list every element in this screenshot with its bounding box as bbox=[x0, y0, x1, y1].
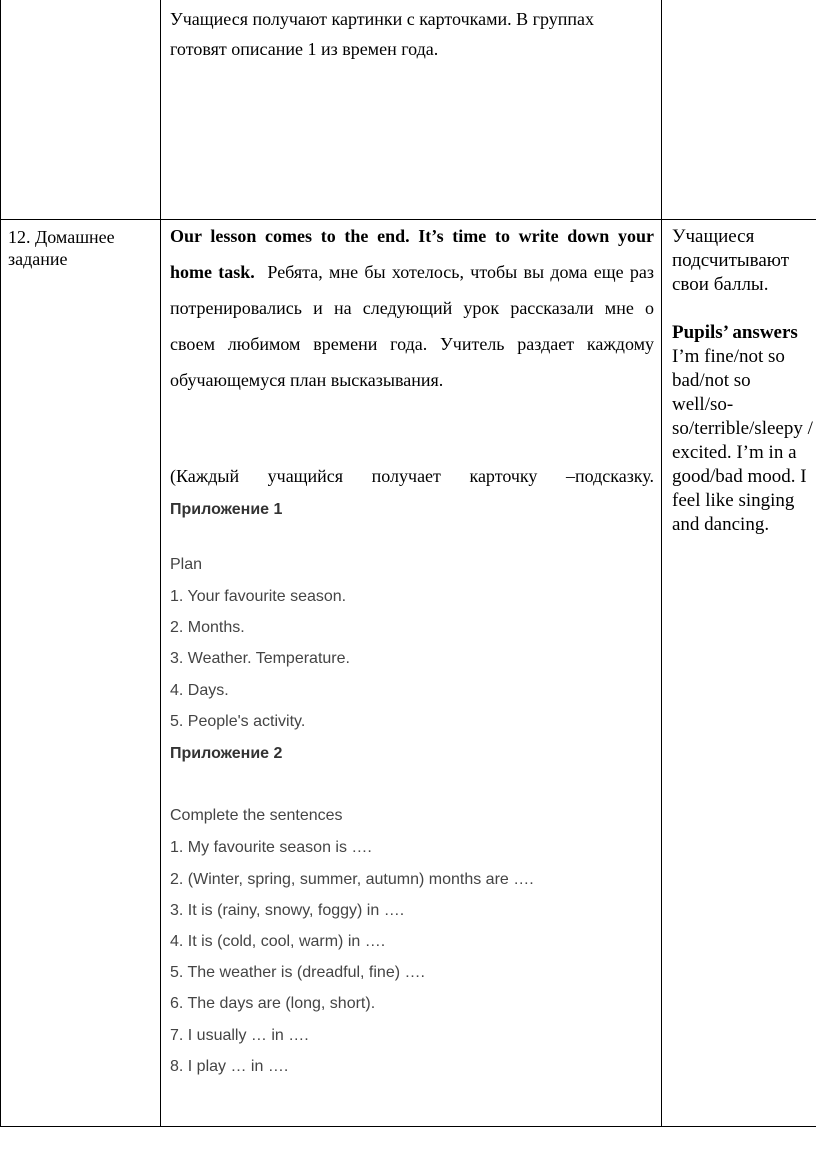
appendix2-heading: Complete the sentences bbox=[170, 807, 343, 824]
plan-item: 5. People's activity. bbox=[170, 713, 306, 730]
plan-item: 1. Your favourite season. bbox=[170, 588, 347, 605]
sentence-item: 7. I usually … in …. bbox=[170, 1027, 309, 1044]
sentence-item: 1. My favourite season is …. bbox=[170, 839, 372, 856]
sentence-item: 6. The days are (long, short). bbox=[170, 995, 376, 1012]
sentence-item: 5. The weather is (dreadful, fine) …. bbox=[170, 964, 425, 981]
appendix1-heading: Plan bbox=[170, 556, 203, 573]
card-note: (Каждый учащийся получает карточку –подсказку. bbox=[170, 466, 654, 486]
sentence-item: 3. It is (rainy, snowy, foggy) in …. bbox=[170, 902, 405, 919]
column-divider-1 bbox=[160, 0, 161, 1127]
top-row-activity-text: Учащиеся получают картинки с карточками. В группах готовят описание 1 из времен года. bbox=[170, 9, 595, 59]
plan-item: 3. Weather. Temperature. bbox=[170, 650, 350, 667]
appendix1-title: Приложение 1 bbox=[170, 501, 283, 518]
stage-label: 12. Домашнее задание bbox=[8, 227, 115, 269]
sentence-item: 8. I play … in …. bbox=[170, 1058, 289, 1075]
plan-item: 2. Months. bbox=[170, 619, 245, 636]
students-activity bbox=[672, 225, 814, 537]
pupils-answers-title: Pupils’ answers bbox=[672, 322, 798, 343]
students-count-text: Учащиеся подсчитывают свои баллы. bbox=[672, 226, 790, 295]
sentence-item: 2. (Winter, spring, summer, autumn) months are …. bbox=[170, 871, 534, 888]
plan-item: 4. Days. bbox=[170, 682, 229, 699]
sentence-item: 4. It is (cold, cool, warm) in …. bbox=[170, 933, 386, 950]
column-divider-2 bbox=[661, 0, 662, 1127]
appendix-block bbox=[170, 0, 654, 1126]
teacher-russian-text: Ребята, мне бы хотелось, чтобы вы дома еще раз потренировались и на следующий урок рассказали мне о своем любимом времени года. Учитель раздает каждому обучающемуся план высказывания. bbox=[170, 262, 654, 390]
teacher-english-bold: Our lesson comes to the end. It’s time to write down your home task. bbox=[170, 226, 654, 282]
table-border-bottom bbox=[0, 1126, 816, 1127]
table-border-left bbox=[0, 0, 1, 1127]
appendix2-title: Приложение 2 bbox=[170, 745, 283, 762]
pupils-answers-text: I’m fine/not so bad/not so well/so-so/terrible/sleepy / excited. I’m in a good/bad mood. I feel like singing and dancing. bbox=[672, 346, 813, 535]
